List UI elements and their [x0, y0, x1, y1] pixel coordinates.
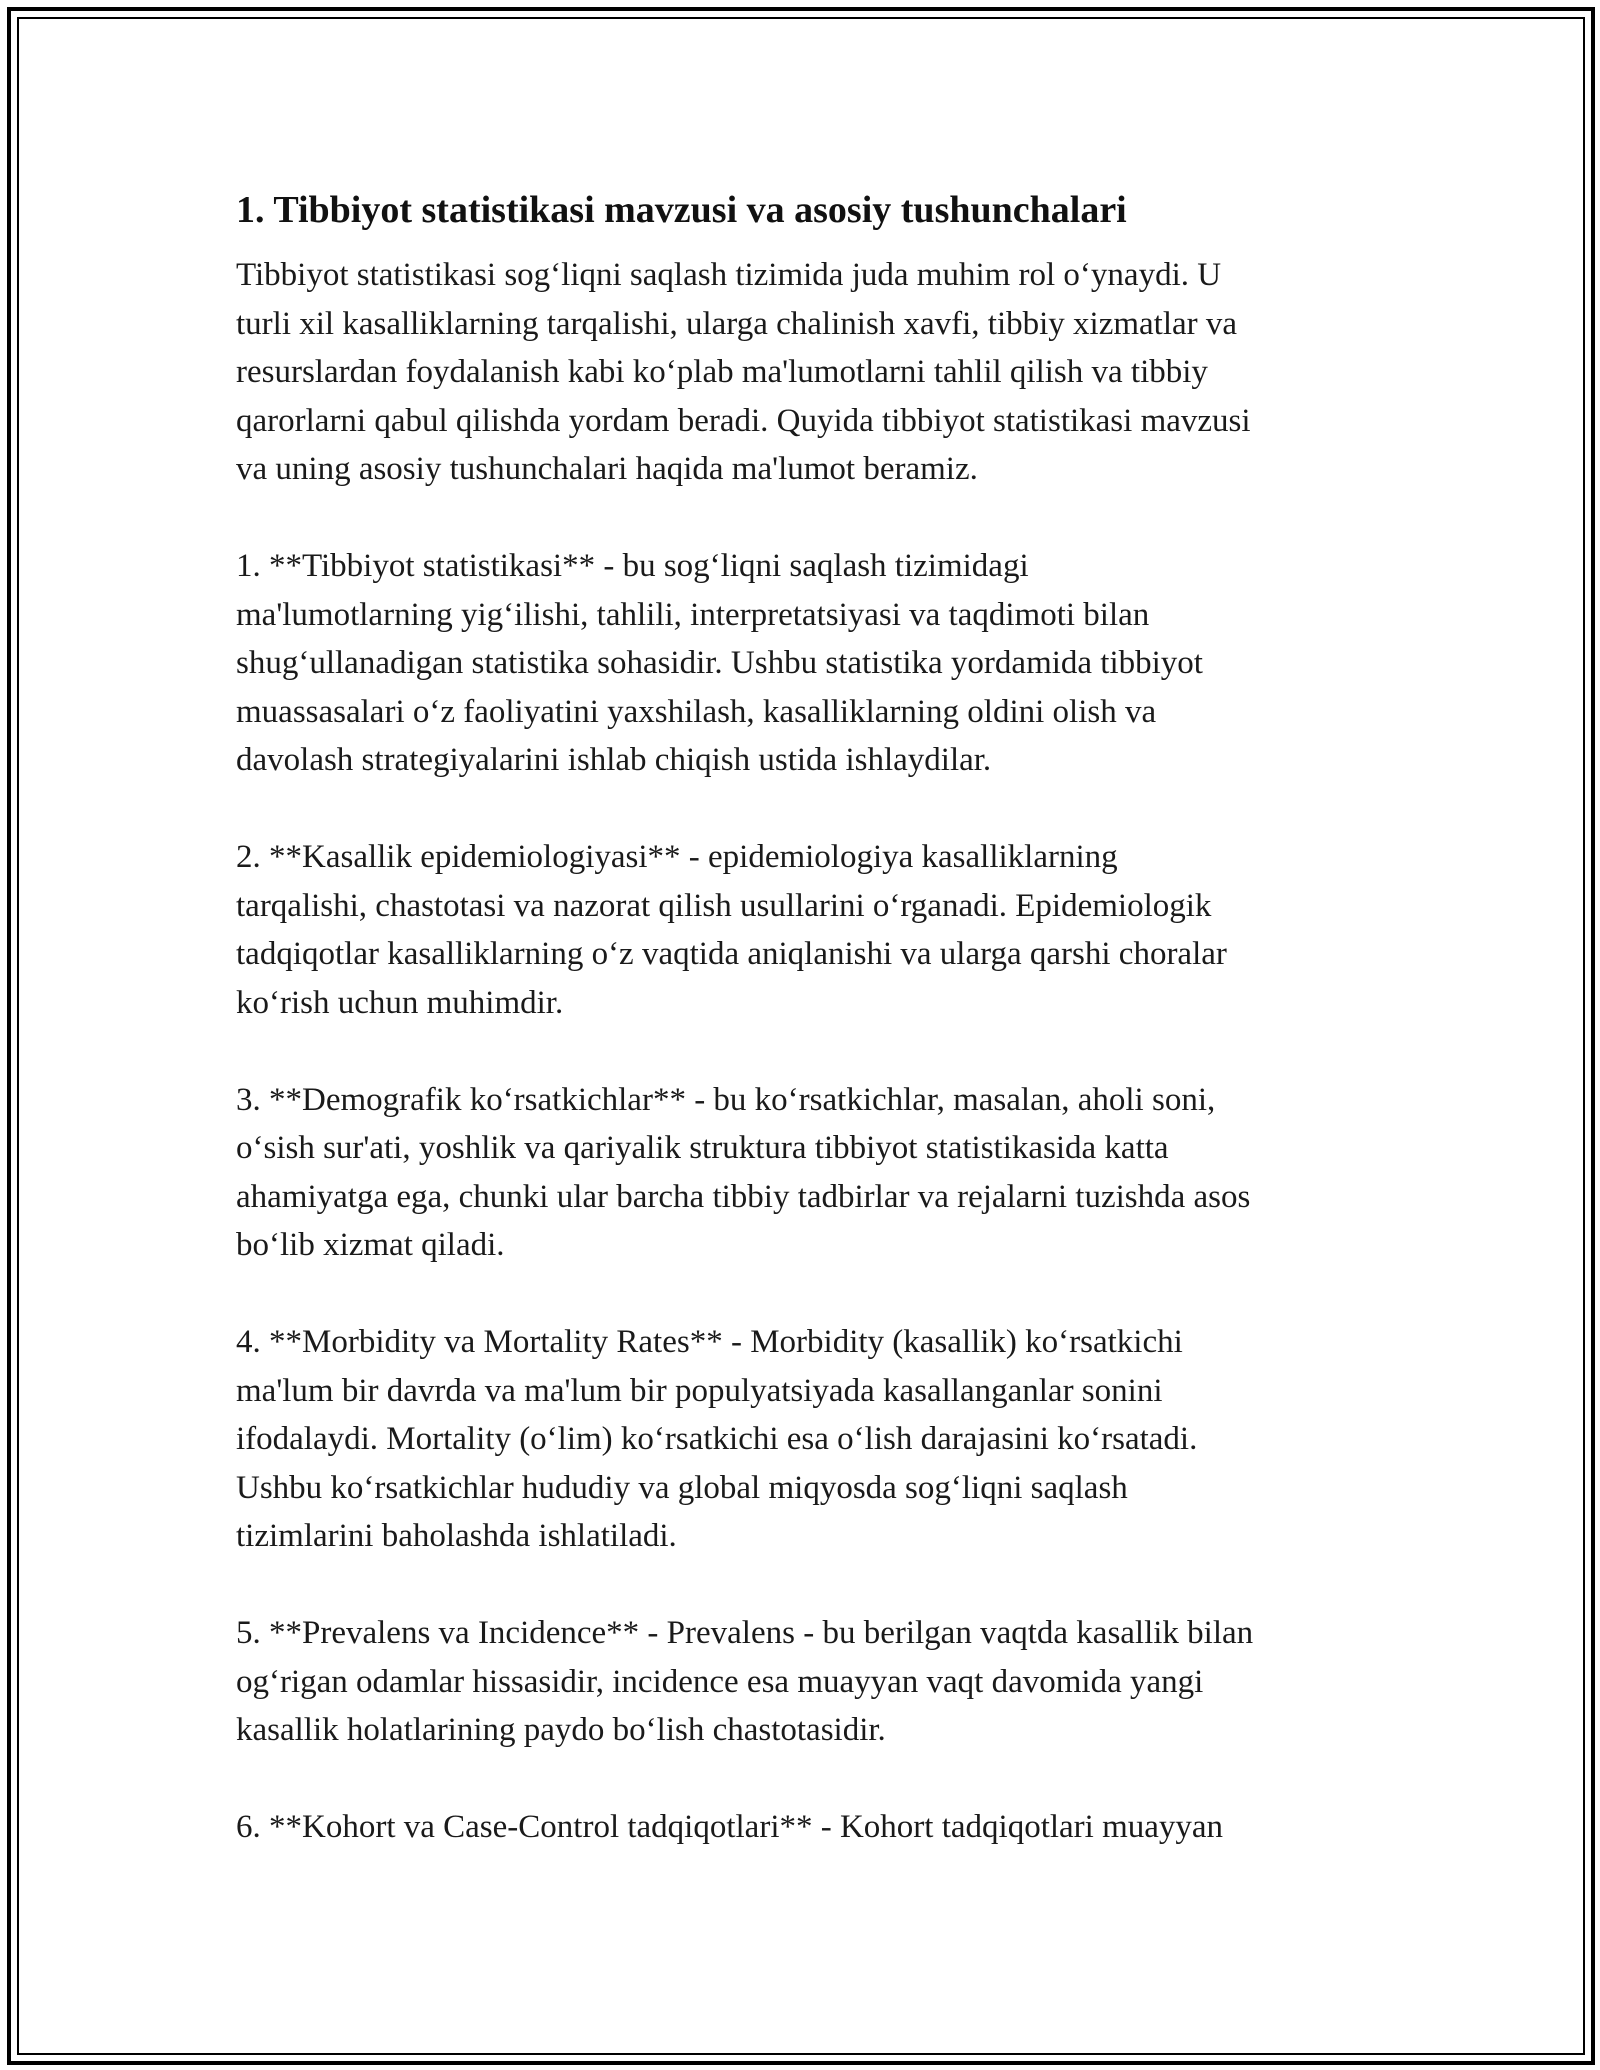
list-item-6-paragraph: 6. **Kohort va Case-Control tadqiqotlari** - Kohort tadqiqotlari muayyan: [236, 1809, 1224, 1845]
list-item-1-paragraph: 1. **Tibbiyot statistikasi** - bu sog‘liqni saqlash tizimidagi ma'lumotlarning yig‘ilishi, tahlili, interpretatsiyasi va taqdimoti bilan shug‘ullanadigan statistika sohasidir. Ushbu statistika yordamida tibbiyot muassasalari o‘z faoliyatini yaxshilash, kasalliklarning oldini olish va davolash strategiyalarini ishlab chiqish ustida ishlaydilar.: [236, 548, 1203, 778]
list-item-4-paragraph: 4. **Morbidity va Mortality Rates** - Morbidity (kasallik) ko‘rsatkichi ma'lum bir davrda va ma'lum bir populyatsiyada kasallanganlar sonini ifodalaydi. Mortality (o‘lim) ko‘rsatkichi esa o‘lish darajasini ko‘rsatadi. Ushbu ko‘rsatkichlar hududiy va global miqyosda sog‘liqni saqlash tizimlarini baholashda ishlatiladi.: [236, 1324, 1198, 1554]
list-item-5-paragraph: 5. **Prevalens va Incidence** - Prevalens - bu berilgan vaqtda kasallik bilan og‘rigan odamlar hissasidir, incidence esa muayyan vaqt davomida yangi kasallik holatlarining paydo bo‘lish chastotasidir.: [236, 1615, 1254, 1748]
document-body: [236, 185, 1384, 1900]
list-item-2-paragraph: 2. **Kasallik epidemiologiyasi** - epidemiologiya kasalliklarning tarqalishi, chastotasi va nazorat qilish usullarini o‘rganadi. Epidemiologik tadqiqotlar kasalliklarning o‘z vaqtida aniqlanishi va ularga qarshi choralar ko‘rish uchun muhimdir.: [236, 839, 1227, 1021]
intro-paragraph: Tibbiyot statistikasi sog‘liqni saqlash tizimida juda muhim rol o‘ynaydi. U turli xil kasalliklarning tarqalishi, ularga chalinish xavfi, tibbiy xizmatlar va resurslardan foydalanish kabi ko‘plab ma'lumotlarni tahlil qilish va tibbiy qarorlarni qabul qilishda yordam beradi. Quyida tibbiyot statistikasi mavzusi va uning asosiy tushunchalari haqida ma'lumot beramiz.: [236, 257, 1251, 487]
list-item-3-paragraph: 3. **Demografik ko‘rsatkichlar** - bu ko‘rsatkichlar, masalan, aholi soni, o‘sish sur'ati, yoshlik va qariyalik struktura tibbiyot statistikasida katta ahamiyatga ega, chunki ular barcha tibbiy tadbirlar va rejalarni tuzishda asos bo‘lib xizmat qiladi.: [236, 1081, 1251, 1263]
document-title: 1. Tibbiyot statistikasi mavzusi va asosiy tushunchalari: [236, 189, 1127, 231]
